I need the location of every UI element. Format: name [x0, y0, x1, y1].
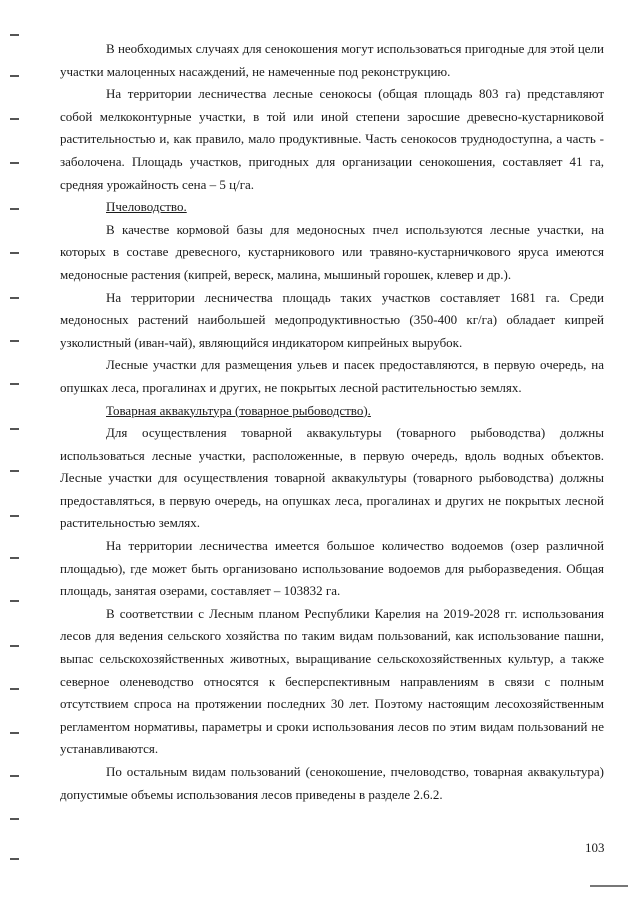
margin-mark [10, 383, 19, 385]
margin-mark [10, 75, 19, 77]
margin-mark [10, 600, 19, 602]
paragraph-haymaking-area: На территории лесничества лесные сенокосы (общая площадь 803 га) представляют собой мелкоконтурные участки, в той или иной степени заросшие древесно-кустарниковой растительностью и, как правило, мало продуктивные. Часть сенокосов труднодоступна, а часть - заболочена. Площадь участков, пригодных для организации сенокошения, составляет 41 га, средняя урожайность сена – 5 ц/га. [60, 86, 604, 192]
scan-margin-marks [0, 0, 30, 905]
margin-mark [10, 340, 19, 342]
paragraph-aquaculture-plots: Для осуществления товарной аквакультуры (товарного рыбоводства) должны использоваться лесные участки, расположенные, в первую очередь, вдоль водных объектов. Лесные участки для осуществления товарной аквакультуры (товарного рыбоводства) должны предоставляться, в первую очередь, на опушках леса, прогалинах и других не покрытых лесной растительностью землях. [60, 425, 604, 531]
paragraph-melliferous-base: В качестве кормовой базы для медоносных пчел используются лесные участки, на которых в составе древесного, кустарникового или травяно-кустарничкового яруса имеются медоносные растения (кипрей, вереск, малина, мышиный горошек, клевер и др.). [60, 221, 604, 282]
margin-mark [10, 515, 19, 517]
section-heading-aquaculture [60, 400, 604, 423]
margin-mark [10, 428, 19, 430]
page-number: 103 [585, 840, 605, 855]
margin-mark [10, 118, 19, 120]
margin-mark [10, 688, 19, 690]
paragraph-apiary-placement: Лесные участки для размещения ульев и пасек предоставляются, в первую очередь, на опушках леса, прогалинах и других, не покрытых лесной растительностью землях. [60, 357, 604, 395]
margin-mark [10, 557, 19, 559]
margin-mark [10, 470, 19, 472]
margin-mark [10, 645, 19, 647]
paragraph-forest-plan: В соответствии с Лесным планом Республики Карелия на 2019-2028 гг. использования лесов для ведения сельского хозяйства по таким видам пользований, как использование пашни, выпас сельскохозяйственных животных, выращивание сельскохозяйственных культур, а также северное оленеводство относятся к бесперспективным направлениям в связи с полным отсутствием спроса на протяжении последних 30 лет. Поэтому настоящим лесохозяйственным регламентом нормативы, параметры и сроки использования лесов по этим видам пользований не устанавливаются. [60, 605, 604, 757]
margin-mark [10, 34, 19, 36]
margin-mark [10, 858, 19, 860]
margin-mark [10, 162, 19, 164]
paragraph-other-uses: По остальным видам пользований (сенокошение, пчеловодство, товарная аквакультура) допустимые объемы использования лесов приведены в разделе 2.6.2. [60, 764, 604, 802]
document-body [60, 38, 604, 806]
margin-mark [10, 818, 19, 820]
margin-mark [10, 775, 19, 777]
scan-edge-line [590, 885, 628, 887]
heading-text: Пчеловодство. [106, 199, 187, 215]
section-heading-beekeeping [60, 196, 604, 219]
heading-text: Товарная аквакультура (товарное рыбоводство). [106, 402, 371, 418]
paragraph-haymaking-plots: В необходимых случаях для сенокошения могут использоваться пригодные для этой цели участки малоценных насаждений, не намеченные под реконструкцию. [60, 41, 604, 79]
margin-mark [10, 252, 19, 254]
paragraph-melliferous-area: На территории лесничества площадь таких участков составляет 1681 га. Среди медоносных растений наибольшей медопродуктивностью (350-400 кг/га) обладает кипрей узколистный (иван-чай), являющийся индикатором кипрейных вырубок. [60, 289, 604, 350]
paragraph-lakes-area: На территории лесничества имеется большое количество водоемов (озер различной площадью), где может быть организовано использование водоемов для рыборазведения. Общая площадь, занятая озерами, составляет – 103832 га. [60, 538, 604, 599]
margin-mark [10, 297, 19, 299]
margin-mark [10, 732, 19, 734]
margin-mark [10, 208, 19, 210]
